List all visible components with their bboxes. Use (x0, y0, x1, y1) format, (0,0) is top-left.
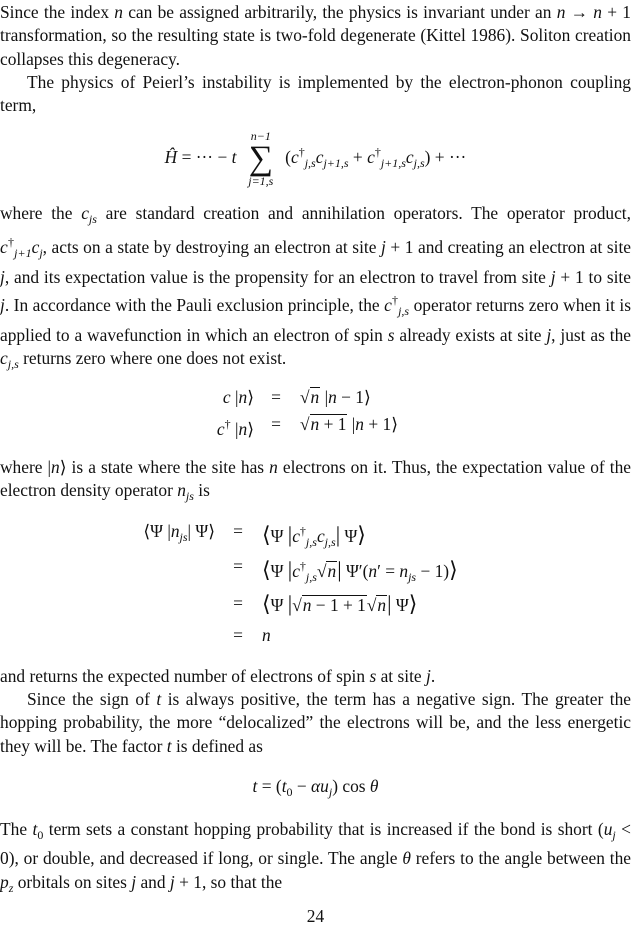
paragraph-coupling-term: The physics of Peierl’s instability is implemented by the electron-phonon coupling term, (0, 72, 631, 116)
paragraph-density-operator: where |n⟩ is a state where the site has n electrons on it. Thus, the expectation value of the electron density operator $n_{js}$ is (0, 457, 631, 504)
paragraph-expected-number: and returns the expected number of electrons of spin s at site j. (0, 666, 436, 686)
page-number: 24 (306, 906, 325, 926)
summation-symbol: n−1 ∑ j=1,s (248, 129, 274, 188)
equation-t-factor: $t = (t_0 - \alpha u_j)$ cos θ (252, 776, 379, 799)
equation-hamiltonian: Ĥ = ··· − t n−1 ∑ j=1,s $(c^\dagger_{j,s}c_{j+1,s} + c^\dagger_{j+1,s}c_{j,s})$ + ··· (164, 129, 467, 188)
paragraph-degeneracy: Since the index n can be assigned arbitrarily, the physics is invariant under an n → n + 1 transformation, so the resulting state is two-fold degenerate (Kittel 1986). Soliton creation collapses this degeneracy. (0, 2, 631, 69)
paragraph-hopping-sign: Since the sign of t is always positive, the term has a negative sign. The greater the hopping probability, the more “delocalized” the electrons will be, and the less energetic they will be. The factor t is defined as (0, 689, 631, 756)
paragraph-operators: where the $c_{js}$ are standard creation and annihilation operators. The operator product, $c^\dagger_{j+1}c_j$, acts on a state by destroying an electron at site j + 1 and creating an electron at site j, and its expectation value is the propensity for an electron to travel from site j + 1 to site j. In accordance with the Pauli exclusion principle, the $c^\dagger_{j,s}$ operator returns zero when it is applied to a wavefunction in which an electron of spin s already exists at site j, just as the $c_{j,s}$ returns zero where one does not exist. (0, 203, 631, 372)
paragraph-bond-angle: The $t_0$ term sets a constant hopping probability that is increased if the bond is short $(u_j < 0)$, or double, and decreased if long, or single. The angle θ refers to the angle between the $p_z$ orbitals on sites j and j + 1, so that the (0, 819, 631, 895)
document-page: Since the index n can be assigned arbitrarily, the physics is invariant under an n → n + 1 transformation, so the resulting state is two-fold degenerate (Kittel 1986). Soliton creation collapses this degeneracy. The physics of Peierl’s instability is implemented by the electron-phonon coupling term, Ĥ = ··· − t n−1 ∑ j=1,s $(c^\dagger_{j,s}c_{j+1,s} + c^\dagger_{j+1,s}c_{j,s})$ + ··· where the $c_{js}$ are standard creation and annihilation operators. The operator product, $c^\dagger_{j+1}c_j$, acts on a state by destroying an electron at site j + 1 and creating an electron at site j, and its expectation value is the propensity for an electron to travel from site j + 1 to site j. In accordance with the Pauli exclusion principle, the $c^\dagger_{j,s}$ operator returns zero when it is applied to a wavefunction in which an electron of spin s already exists at site j, just as the $c_{j,s}$ returns zero where one does not exist. c |n⟩ = √n |n − 1⟩ c† |n⟩ = √n + 1 |n + 1⟩ where |n⟩ is a state where the site has n electrons on it. Thus, the expectation value of the electron density operator $n_{js}$ is ⟨Ψ $|n_{js}|$ Ψ⟩ = ⟨Ψ $|c^\dagger_{j,s}c_{j,s}|$ Ψ⟩ = ⟨Ψ $|c^\dagger_{j,s}√n|$ $\Psi'(n' = n_{js}$ − 1)⟩ = ⟨Ψ |√n − 1 + 1√n| Ψ⟩ = n and returns the expected number of electrons of spin s at site j. Since the sign of t is always positive, the term has a negative sign. The greater the hopping probability, the more “delocalized” the electrons will be, and the less energetic they will be. The factor t is defined as $t = (t_0 - \alpha u_j)$ cos θ The $t_0$ term sets a constant hopping probability that is increased if the bond is short $(u_j < 0)$, or double, and decreased if long, or single. The angle θ refers to the angle between the $p_z$ orbitals on sites j and j + 1, so that the 24 (0, 0, 631, 931)
